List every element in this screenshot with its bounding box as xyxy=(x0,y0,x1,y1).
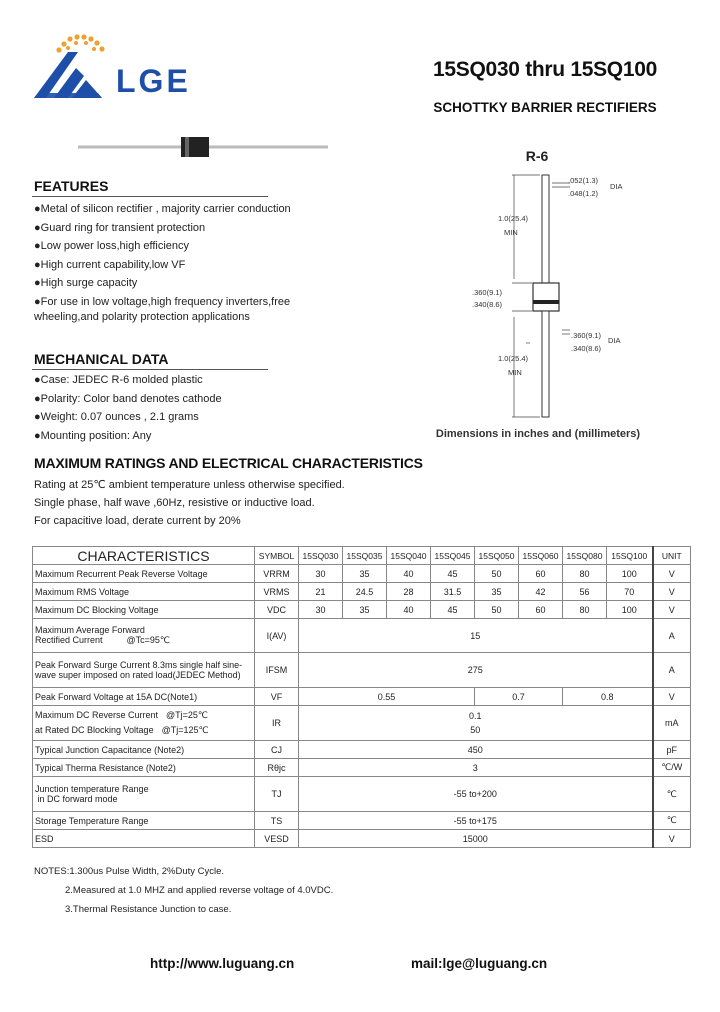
row-condition: @Tc=95℃ xyxy=(126,635,171,645)
table-note: 3.Thermal Resistance Junction to case. xyxy=(65,904,232,915)
row-value: 35 xyxy=(343,601,387,619)
header-unit: UNIT xyxy=(653,547,691,565)
table-row-tj xyxy=(33,777,691,812)
row-value: 3 xyxy=(299,759,653,777)
row-unit: A xyxy=(653,619,691,653)
row-label-text: Maximum DC Reverse Current xyxy=(35,710,159,720)
row-value: 0.55 xyxy=(299,688,475,706)
table-row-ts xyxy=(33,812,691,830)
dim-lead-len2: 1.0(25.4) xyxy=(498,354,529,363)
row-symbol: CJ xyxy=(255,741,299,759)
feature-item: ●High current capability,low VF xyxy=(34,258,186,271)
feature-item: ●Metal of silicon rectifier , majority carrier conduction xyxy=(34,203,291,215)
document-title: 15SQ030 thru 15SQ100 xyxy=(433,58,657,81)
table-row-ir xyxy=(33,706,691,741)
row-label-line: Junction temperature Range xyxy=(35,784,149,794)
footer-mail[interactable]: mail:lge@luguang.cn xyxy=(411,956,548,971)
header-part: 15SQ035 xyxy=(343,547,387,565)
dim-lead-len2-min: MIN xyxy=(508,368,522,377)
header-symbol: SYMBOL xyxy=(255,547,299,565)
row-unit: ℃/W xyxy=(653,759,691,777)
header-part: 15SQ030 xyxy=(299,547,343,565)
row-value: -55 to+200 xyxy=(299,777,653,812)
row-symbol: VDC xyxy=(255,601,299,619)
mechanical-item: ●Weight: 0.07 ounces , 2.1 grams xyxy=(34,411,199,424)
logo-sun-dots-icon xyxy=(56,34,104,52)
row-value: 15 xyxy=(299,619,653,653)
row-value: 28 xyxy=(387,583,431,601)
row-label-line: in DC forward mode xyxy=(35,794,118,804)
header-part: 15SQ080 xyxy=(563,547,607,565)
table-note: 2.Measured at 1.0 MHZ and applied reverse voltage of 4.0VDC. xyxy=(65,885,334,896)
row-value: 50 xyxy=(475,565,519,583)
row-value: 40 xyxy=(387,601,431,619)
row-symbol: VF xyxy=(255,688,299,706)
row-label-line xyxy=(35,635,252,646)
dimensions-caption: Dimensions in inches and (millimeters) xyxy=(435,428,641,440)
dim-body-dia-label: DIA xyxy=(608,336,621,345)
footer-url[interactable]: http://www.luguang.cn xyxy=(150,956,295,971)
table-notes xyxy=(34,862,333,919)
dim-lead-len-min: MIN xyxy=(504,228,518,237)
row-symbol: VRRM xyxy=(255,565,299,583)
row-unit: ℃ xyxy=(653,777,691,812)
row-unit: V xyxy=(653,601,691,619)
row-value: 80 xyxy=(563,601,607,619)
dim-lead-dia-max: .052(1.3) xyxy=(568,176,599,185)
document-subtitle: SCHOTTKY BARRIER RECTIFIERS xyxy=(433,100,657,115)
table-row-cj xyxy=(33,741,691,759)
row-value: 45 xyxy=(431,565,475,583)
row-label-line: Peak Forward Surge Current 8.3ms single half sine- xyxy=(35,660,243,670)
package-outline-drawing xyxy=(440,145,680,435)
features-heading: FEATURES xyxy=(34,178,109,194)
row-unit: V xyxy=(653,688,691,706)
row-symbol: TJ xyxy=(255,777,299,812)
row-unit: A xyxy=(653,653,691,688)
row-value xyxy=(299,706,653,741)
feature-item: ●For use in low voltage,high frequency inverters,free xyxy=(34,295,291,308)
header-part: 15SQ060 xyxy=(519,547,563,565)
table-row-vdc xyxy=(33,601,691,619)
row-value-line: 0.1 xyxy=(468,711,482,721)
row-condition: @Tj=25℃ xyxy=(166,710,209,720)
row-value: 0.7 xyxy=(475,688,563,706)
header-part: 15SQ045 xyxy=(431,547,475,565)
row-label: Maximum RMS Voltage xyxy=(33,583,255,601)
row-label: Maximum Recurrent Peak Reverse Voltage xyxy=(33,565,255,583)
row-unit: V xyxy=(653,830,691,848)
table-note: NOTES:1.300us Pulse Width, 2%Duty Cycle. xyxy=(34,866,225,877)
ratings-note: Rating at 25℃ ambient temperature unless otherwise specified. xyxy=(34,479,345,491)
dim-body-len-max: .360(9.1) xyxy=(472,288,503,297)
row-label-text: at Rated DC Blocking Voltage xyxy=(35,725,154,735)
row-label xyxy=(33,706,255,741)
table-row-iav xyxy=(33,619,691,653)
mechanical-heading: MECHANICAL DATA xyxy=(34,351,169,367)
row-value: 100 xyxy=(607,565,653,583)
row-value: 15000 xyxy=(299,830,653,848)
table-row-vrms xyxy=(33,583,691,601)
features-rule xyxy=(32,196,268,197)
row-value: 35 xyxy=(475,583,519,601)
row-label-line xyxy=(35,710,252,721)
row-value: 70 xyxy=(607,583,653,601)
mechanical-item: ●Polarity: Color band denotes cathode xyxy=(34,392,222,405)
ratings-heading: MAXIMUM RATINGS AND ELECTRICAL CHARACTERISTICS xyxy=(34,455,423,471)
table-header-row xyxy=(33,547,691,565)
logo-text: LGE xyxy=(116,63,191,99)
row-value: 40 xyxy=(387,565,431,583)
row-value: 31.5 xyxy=(431,583,475,601)
row-symbol: TS xyxy=(255,812,299,830)
row-value: 30 xyxy=(299,601,343,619)
row-symbol: IFSM xyxy=(255,653,299,688)
row-value: 60 xyxy=(519,565,563,583)
row-label: Maximum DC Blocking Voltage xyxy=(33,601,255,619)
feature-item: ●Low power loss,high efficiency xyxy=(34,240,190,253)
mechanical-rule xyxy=(32,369,268,370)
table-row-vf xyxy=(33,688,691,706)
characteristics-table xyxy=(32,546,691,848)
row-value: 50 xyxy=(475,601,519,619)
row-value-line: 50 xyxy=(470,725,481,735)
row-unit: ℃ xyxy=(653,812,691,830)
row-condition: @Tj=125℃ xyxy=(161,725,209,735)
header-part: 15SQ050 xyxy=(475,547,519,565)
feature-item: wheeling,and polarity protection applications xyxy=(34,310,250,323)
row-value: 450 xyxy=(299,741,653,759)
row-value: 80 xyxy=(563,565,607,583)
row-label: ESD xyxy=(33,830,255,848)
row-value: 45 xyxy=(431,601,475,619)
dim-body-len-min: .340(8.6) xyxy=(472,300,503,309)
row-value: 275 xyxy=(299,653,653,688)
row-unit: mA xyxy=(653,706,691,741)
header-part: 15SQ100 xyxy=(607,547,653,565)
table-row-vrrm xyxy=(33,565,691,583)
header-characteristics: CHARACTERISTICS xyxy=(33,547,255,565)
row-symbol: Rθjc xyxy=(255,759,299,777)
row-unit: pF xyxy=(653,741,691,759)
row-label-text: Rectified Current xyxy=(35,635,103,645)
row-value: -55 to+175 xyxy=(299,812,653,830)
table-row-esd xyxy=(33,830,691,848)
row-value: 21 xyxy=(299,583,343,601)
dim-body-dia-min: .340(8.6) xyxy=(571,344,602,353)
row-symbol: I(AV) xyxy=(255,619,299,653)
package-name: R-6 xyxy=(525,148,549,164)
row-symbol: IR xyxy=(255,706,299,741)
dim-lead-dia-min: .048(1.2) xyxy=(568,189,599,198)
row-label: Peak Forward Voltage at 15A DC(Note1) xyxy=(33,688,255,706)
dim-lead-dia-label: DIA xyxy=(610,182,623,191)
row-label-line: Maximum Average Forward xyxy=(35,625,145,635)
features-list xyxy=(34,200,291,325)
mechanical-list xyxy=(34,371,222,445)
row-value: 30 xyxy=(299,565,343,583)
row-symbol: VESD xyxy=(255,830,299,848)
row-value: 60 xyxy=(519,601,563,619)
logo-triangle-icon xyxy=(34,52,102,98)
row-label: Typical Therma Resistance (Note2) xyxy=(33,759,255,777)
table-row-rth xyxy=(33,759,691,777)
row-value: 56 xyxy=(563,583,607,601)
dim-lead-len: 1.0(25.4) xyxy=(498,214,529,223)
row-unit: V xyxy=(653,565,691,583)
table-row-ifsm xyxy=(33,653,691,688)
diode-illustration xyxy=(78,134,328,160)
mechanical-item: ●Case: JEDEC R-6 molded plastic xyxy=(34,374,203,386)
row-value: 0.8 xyxy=(563,688,653,706)
dim-body-dia-max: .360(9.1) xyxy=(571,331,602,340)
row-value: 100 xyxy=(607,601,653,619)
row-value: 35 xyxy=(343,565,387,583)
header-part: 15SQ040 xyxy=(387,547,431,565)
mechanical-item: ●Mounting position: Any xyxy=(34,429,152,442)
ratings-note: Single phase, half wave ,60Hz, resistive or inductive load. xyxy=(34,497,315,509)
row-label: Typical Junction Capacitance (Note2) xyxy=(33,741,255,759)
row-value: 24.5 xyxy=(343,583,387,601)
row-symbol: VRMS xyxy=(255,583,299,601)
feature-item: ●Guard ring for transient protection xyxy=(34,221,206,234)
feature-item: ●High surge capacity xyxy=(34,277,138,290)
row-label xyxy=(33,653,255,688)
lge-logo xyxy=(32,32,232,102)
row-unit: V xyxy=(653,583,691,601)
row-label xyxy=(33,619,255,653)
row-label-line xyxy=(35,725,252,736)
row-label-line: wave super imposed on rated load(JEDEC Method) xyxy=(35,670,241,680)
row-value: 42 xyxy=(519,583,563,601)
row-label xyxy=(33,777,255,812)
row-label: Storage Temperature Range xyxy=(33,812,255,830)
ratings-note: For capacitive load, derate current by 20% xyxy=(34,515,241,527)
